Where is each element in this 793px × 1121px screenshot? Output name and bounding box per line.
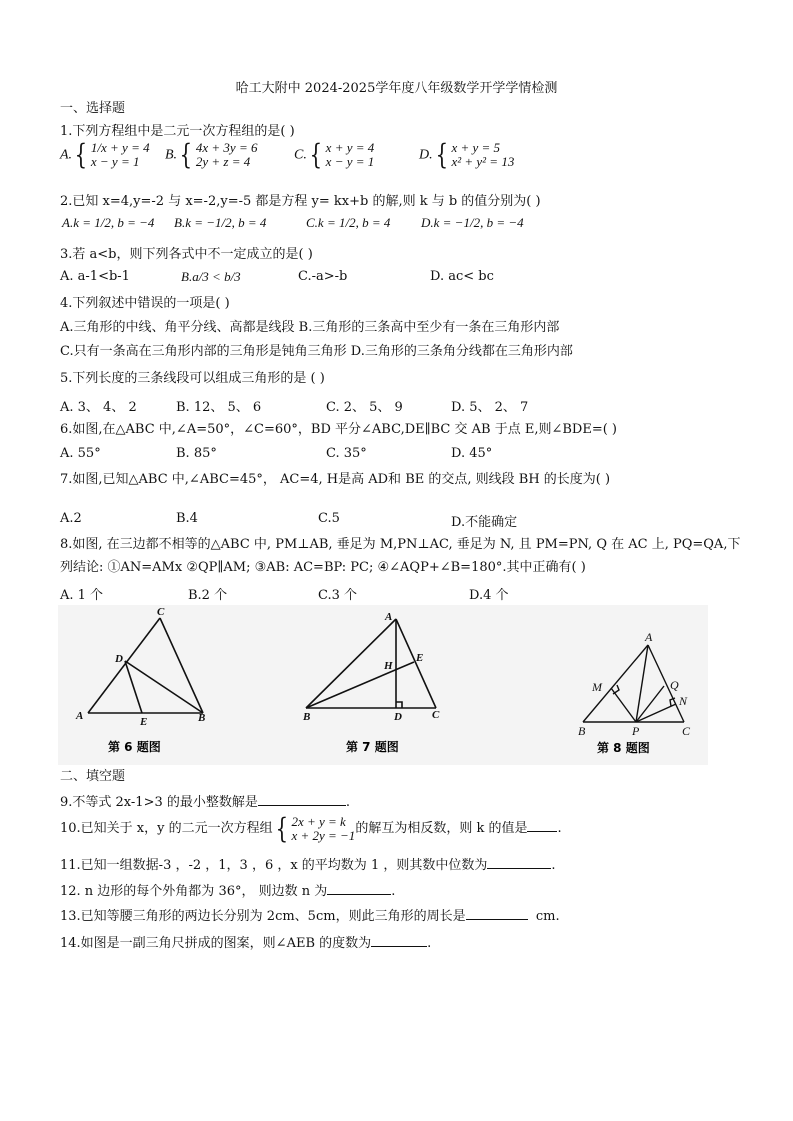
q1-c-line1: x + y = 4 xyxy=(325,140,375,155)
q5-option-c: C. 2、 5、 9 xyxy=(326,400,403,415)
question-1-stem: 1.下列方程组中是二元一次方程组的是( ) xyxy=(60,124,295,139)
q9-text: 9.不等式 2x-1>3 的最小整数解是 xyxy=(60,795,258,810)
q3-option-a: A. a-1<b-1 xyxy=(60,269,130,284)
question-14: 14.如图是一副三角尺拼成的图案，则∠AEB 的度数为 . xyxy=(60,936,432,951)
question-11: 11.已知一组数据-3 ，-2 ，1，3 ，6 ，x 的平均数为 1 ，则其数中位数为 . xyxy=(60,858,556,873)
q10-post: 的解互为相反数，则 k 的值是 xyxy=(355,821,528,836)
q8-option-d: D.4 个 xyxy=(469,588,509,603)
q13-answer-blank[interactable] xyxy=(466,908,528,920)
q12-text: 12. n 边形的每个外角都为 36°， 则边数 n 为 xyxy=(60,884,328,899)
question-3-stem: 3.若 a<b，则下列各式中不一定成立的是( ) xyxy=(60,247,313,262)
q14-answer-blank[interactable] xyxy=(371,935,427,947)
question-7-stem: 7.如图,已知△ABC 中,∠ABC=45°， AC=4, H是高 AD和 BE 的交点, 则线段 BH 的长度为( ) xyxy=(60,472,611,487)
q8-option-a: A. 1 个 xyxy=(60,588,104,603)
q9-answer-blank[interactable] xyxy=(258,794,346,806)
figures-row xyxy=(0,605,793,765)
q13-unit: cm. xyxy=(535,909,560,924)
question-2-stem: 2.已知 x=4,y=-2 与 x=-2,y=-5 都是方程 y= kx+b 的解,则 k 与 b 的值分别为( ) xyxy=(60,194,541,209)
q11-text: 11.已知一组数据-3 ，-2 ，1，3 ，6 ，x 的平均数为 1 ，则其数中位数为 xyxy=(60,858,488,873)
fig8-caption: 第 8 题图 xyxy=(597,741,650,755)
q1-b-line2: 2y + z = 4 xyxy=(195,154,251,169)
q7-option-a: A.2 xyxy=(60,511,82,526)
q10-line2: x + 2y = −1 xyxy=(291,827,356,843)
question-8-stem-line1: 8.如图, 在三边都不相等的△ABC 中, PM⊥AB, 垂足为 M,PN⊥AC, 垂足为 N, 且 PM=PN, Q 在 AC 上, PQ=QA,下 xyxy=(60,537,741,552)
fig7-label-b: B xyxy=(303,711,311,723)
fig8-label-b: B xyxy=(578,724,586,738)
q1-b-line1: 4x + 3y = 6 xyxy=(195,140,258,155)
fig8-label-q: Q xyxy=(670,678,679,692)
fig6-label-d: D xyxy=(115,653,123,665)
q10-line1: 2x + y = k xyxy=(291,813,346,829)
fig6-label-e: E xyxy=(140,716,148,728)
fig7-label-h: H xyxy=(384,660,393,672)
q4-options-ab: A.三角形的中线、角平分线、高都是线段 B.三角形的三条高中至少有一条在三角形内部 xyxy=(60,320,560,335)
q5-option-b: B. 12、 5、 6 xyxy=(176,400,262,415)
q7-option-d: D.不能确定 xyxy=(451,515,518,530)
q12-answer-blank[interactable] xyxy=(327,883,391,895)
q10-answer-blank[interactable] xyxy=(527,820,557,832)
q1-a-line1: 1/x + y = 4 xyxy=(90,140,150,155)
q5-option-d: D. 5、 2、 7 xyxy=(451,400,529,415)
q1-c-line2: x − y = 1 xyxy=(325,154,375,169)
section-choice-heading: 一、选择题 xyxy=(60,101,126,116)
q2-option-c: C.k = 1/2, b = 4 xyxy=(306,215,391,230)
page-title: 哈工大附中 2024-2025学年度八年级数学开学学情检测 xyxy=(235,81,558,96)
question-12: 12. n 边形的每个外角都为 36°， 则边数 n 为 . xyxy=(60,884,396,899)
q5-option-a: A. 3、 4、 2 xyxy=(60,400,137,415)
q1-d-line1: x + y = 5 xyxy=(451,140,501,155)
fig7-caption: 第 7 题图 xyxy=(346,740,399,754)
fig8-label-m: M xyxy=(592,680,602,694)
fig8-label-c: C xyxy=(682,724,691,738)
q8-option-b: B.2 个 xyxy=(188,588,228,603)
fig7-label-c: C xyxy=(432,709,440,721)
q3-option-c: C.-a>-b xyxy=(298,269,348,284)
question-10: 10.已知关于 x，y 的二元一次方程组{ 2x + y = k x + 2y = −1的解互为相反数，则 k 的值是 . xyxy=(60,811,562,845)
fig6-label-a: A xyxy=(76,710,84,722)
fig8-label-p: P xyxy=(632,724,640,738)
q13-text: 13.已知等腰三角形的两边长分别为 2cm、5cm，则此三角形的周长是 xyxy=(60,909,466,924)
q1-option-d: D.{ x + y = 5 x² + y² = 13 xyxy=(419,138,515,171)
fig8-label-n: N xyxy=(679,694,688,708)
q1-d-line2: x² + y² = 13 xyxy=(451,154,515,169)
q2-option-a: A.k = 1/2, b = −4 xyxy=(62,215,155,230)
q6-option-a: A. 55° xyxy=(60,446,101,461)
q3-option-d: D. ac< bc xyxy=(430,269,494,284)
fig6-caption: 第 6 题图 xyxy=(108,740,161,754)
q2-option-d: D.k = −1/2, b = −4 xyxy=(421,215,524,230)
q1-option-a: A.{ 1/x + y = 4 x − y = 1 xyxy=(60,138,150,171)
fig7-label-a: A xyxy=(385,611,393,623)
q8-option-c: C.3 个 xyxy=(318,588,358,603)
section-fill-heading: 二、填空题 xyxy=(60,769,126,784)
q7-option-c: C.5 xyxy=(318,511,340,526)
q1-option-c: C.{ x + y = 4 x − y = 1 xyxy=(294,138,375,171)
question-9: 9.不等式 2x-1>3 的最小整数解是 . xyxy=(60,795,351,810)
q11-answer-blank[interactable] xyxy=(487,857,551,869)
q14-text: 14.如图是一副三角尺拼成的图案，则∠AEB 的度数为 xyxy=(60,936,372,951)
question-8-stem-line2: 列结论: ①AN=AMx ②QP∥AM; ③AB: AC=BP: PC; ④∠AQP+∠B=180°.其中正确有( ) xyxy=(60,560,586,575)
fig7-label-e: E xyxy=(416,652,424,664)
q6-option-c: C. 35° xyxy=(326,446,367,461)
q6-option-d: D. 45° xyxy=(451,446,493,461)
q1-option-b: B.{ 4x + 3y = 6 2y + z = 4 xyxy=(165,138,258,171)
q1-a-line2: x − y = 1 xyxy=(90,154,140,169)
q1-a-label: A. xyxy=(60,147,73,163)
q2-option-b: B.k = −1/2, b = 4 xyxy=(174,215,267,230)
question-4-stem: 4.下列叙述中错误的一项是( ) xyxy=(60,296,230,311)
fig6-label-c: C xyxy=(157,606,165,618)
fig8-label-a: A xyxy=(645,630,653,644)
q6-option-b: B. 85° xyxy=(176,446,217,461)
question-5-stem: 5.下列长度的三条线段可以组成三角形的是 ( ) xyxy=(60,371,325,386)
question-13 xyxy=(60,908,560,925)
fig6-label-b: B xyxy=(198,712,206,724)
question-6-stem: 6.如图,在△ABC 中,∠A=50°，∠C=60°，BD 平分∠ABC,DE∥BC 交 AB 于点 E,则∠BDE=( ) xyxy=(60,422,617,437)
q10-pre: 10.已知关于 x，y 的二元一次方程组 xyxy=(60,821,273,836)
fig7-label-d: D xyxy=(394,711,402,723)
q3-option-b: B.a/3 < b/3 xyxy=(181,269,241,284)
q7-option-b: B.4 xyxy=(176,511,198,526)
q4-options-cd: C.只有一条高在三角形内部的三角形是钝角三角形 D.三角形的三条角分线都在三角形内部 xyxy=(60,344,573,359)
